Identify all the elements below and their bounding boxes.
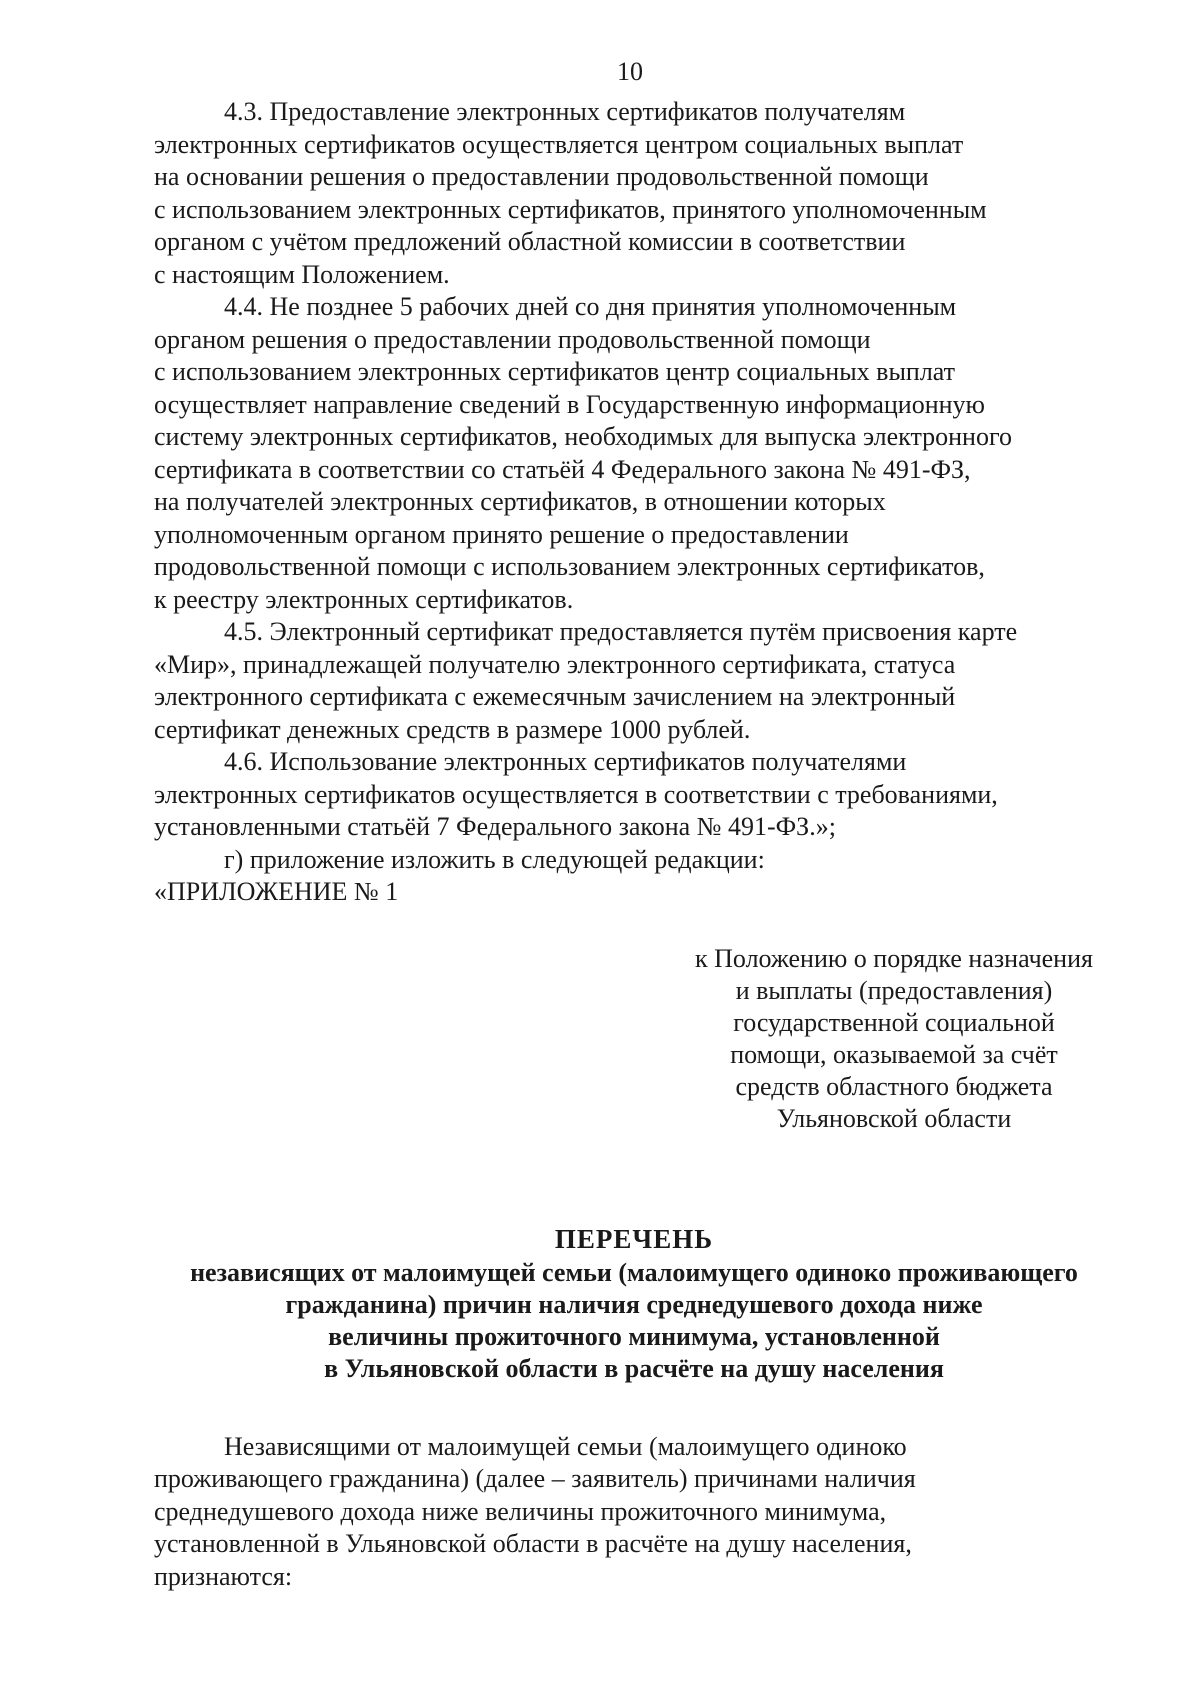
intro-paragraph-line: установленной в Ульяновской области в расчёте на душу населения, — [154, 1529, 912, 1558]
paragraph-p44-line: систему электронных сертификатов, необходимых для выпуска электронного — [154, 422, 1012, 451]
list-subtitle-line: в Ульяновской области в расчёте на душу населения — [324, 1353, 944, 1383]
appendix-line: помощи, оказываемой за счёт — [730, 1039, 1058, 1069]
appendix-line: к Положению о порядке назначения — [695, 943, 1093, 973]
paragraph-p44-line: сертификата в соответствии со статьёй 4 Федерального закона № 491-ФЗ, — [154, 454, 971, 484]
paragraph-p44-line: на получателей электронных сертификатов, в отношении которых — [154, 487, 886, 516]
list-subtitle-line: величины прожиточного минимума, установленной — [328, 1321, 940, 1351]
paragraph-p43-line: с настоящим Положением. — [154, 259, 450, 289]
paragraph-p44-line: 4.4. Не позднее 5 рабочих дней со дня принятия уполномоченным — [224, 292, 957, 321]
appendix-line: Ульяновской области — [776, 1103, 1012, 1133]
paragraph-p46-line: установленными статьёй 7 Федерального закона № 491-ФЗ.»; — [154, 812, 836, 841]
paragraph-p45-line: 4.5. Электронный сертификат предоставляется путём присвоения карте — [224, 617, 1018, 646]
intro-paragraph-line: проживающего гражданина) (далее – заявитель) причинами наличия — [154, 1464, 916, 1493]
list-subtitle — [154, 1257, 1114, 1385]
paragraphs-container — [154, 96, 1114, 876]
list-subtitle-line: гражданина) причин наличия среднедушевого дохода ниже — [285, 1289, 983, 1319]
appendix-line: средств областного бюджета — [735, 1071, 1053, 1101]
intro-paragraph-line: признаются: — [154, 1561, 293, 1591]
paragraph-p44-line: с использованием электронных сертификатов центр социальных выплат — [154, 357, 956, 386]
list-title: ПЕРЕЧЕНЬ — [554, 1223, 714, 1254]
appendix-reference — [674, 943, 1114, 1135]
paragraph-pg-line: г) приложение изложить в следующей редакции: — [224, 844, 765, 874]
intro-paragraph-line: Независящими от малоимущей семьи (малоимущего одиноко — [224, 1431, 907, 1461]
paragraph-p43-line: 4.3. Предоставление электронных сертификатов получателям — [224, 97, 906, 126]
paragraph-p44-line: осуществляет направление сведений в Государственную информационную — [154, 389, 985, 419]
paragraph-p45-line: электронного сертификата с ежемесячным зачислением на электронный — [154, 682, 956, 711]
paragraph-p44-line: органом решения о предоставлении продовольственной помощи — [154, 324, 871, 354]
paragraph-p46-line: электронных сертификатов осуществляется в соответствии с требованиями, — [154, 779, 998, 809]
paragraph-p43-line: органом с учётом предложений областной комиссии в соответствии — [154, 227, 906, 256]
list-subtitle-line: независящих от малоимущей семьи (малоимущего одиноко проживающего — [190, 1257, 1078, 1287]
list-title-block — [154, 1223, 1114, 1385]
paragraph-p44-line: уполномоченным органом принято решение о предоставлении — [154, 519, 849, 549]
paragraph-p44-line: продовольственной помощи с использованием электронных сертификатов, — [154, 552, 985, 581]
paragraph-p43-line: электронных сертификатов осуществляется центром социальных выплат — [154, 129, 964, 159]
paragraph-p46-line: 4.6. Использование электронных сертификатов получателями — [224, 747, 907, 776]
appendix-line: и выплаты (предоставления) — [735, 975, 1053, 1005]
page-number: 10 — [617, 57, 643, 86]
paragraph-p43-line: на основании решения о предоставлении продовольственной помощи — [154, 162, 929, 191]
intro-paragraph-line: среднедушевого дохода ниже величины прожиточного минимума, — [154, 1496, 887, 1526]
paragraph-p43-line: с использованием электронных сертификатов, принятого уполномоченным — [154, 194, 987, 224]
document-body — [154, 96, 1114, 1593]
paragraph-p45-line: «Мир», принадлежащей получателю электронного сертификата, статуса — [154, 649, 956, 679]
appendix-line: государственной социальной — [733, 1007, 1055, 1037]
paragraph-p45-line: сертификат денежных средств в размере 1000 рублей. — [154, 714, 751, 744]
paragraph-p44-line: к реестру электронных сертификатов. — [154, 584, 574, 614]
appendix-header: «ПРИЛОЖЕНИЕ № 1 — [154, 877, 399, 906]
